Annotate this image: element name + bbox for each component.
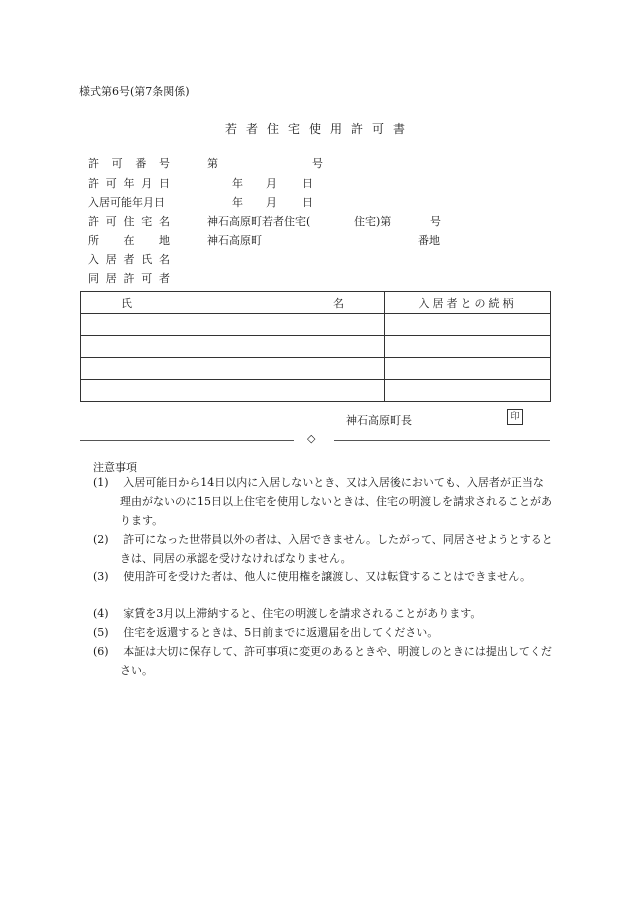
permit-date-day: 日	[302, 177, 313, 190]
permit-number-prefix: 第	[207, 157, 218, 170]
mayor-label: 神石高原町長	[346, 414, 412, 427]
relation-cell[interactable]	[385, 380, 551, 402]
divider-right	[334, 440, 550, 441]
seal-mark: 印	[507, 409, 523, 425]
name-cell[interactable]	[81, 358, 385, 380]
note-item	[93, 604, 553, 623]
housing-name-value-a: 神石高原町若者住宅(	[207, 215, 311, 228]
note-number: (4)	[93, 607, 109, 620]
note-number: (5)	[93, 626, 109, 639]
note-item	[93, 567, 553, 586]
cohabitant-table	[80, 291, 551, 402]
table-row	[81, 358, 551, 380]
divider-diamond-icon: ◇	[307, 432, 316, 445]
cohabitant-label: 同 居 許 可 者	[88, 272, 170, 285]
permit-number-suffix: 号	[312, 157, 323, 170]
relation-cell[interactable]	[385, 358, 551, 380]
table-row	[81, 336, 551, 358]
note-item	[93, 530, 553, 568]
housing-name-label: 許 可 住 宅 名	[88, 215, 170, 228]
note-number: (3)	[93, 570, 109, 583]
location-value: 神石高原町	[207, 234, 262, 247]
relation-column-header: 入居者との続柄	[385, 292, 551, 314]
permit-date-month: 月	[266, 177, 277, 190]
permit-number-label: 許 可 番 号	[88, 157, 170, 170]
resident-name-label: 入 居 者 氏 名	[88, 253, 170, 266]
housing-name-value-b: 住宅)第	[354, 215, 392, 228]
divider-left	[80, 440, 294, 441]
form-number: 様式第6号(第7条関係)	[79, 85, 190, 98]
note-text: 本証は大切に保存して、許可事項に変更のあるときや、明渡しのときには提出してください。	[120, 645, 552, 677]
notes-title: 注意事項	[93, 461, 137, 474]
location-label: 所 在 地	[88, 234, 170, 247]
note-text: 家賃を3月以上滞納すると、住宅の明渡しを請求されることがあります。	[123, 607, 482, 620]
note-number: (2)	[93, 533, 109, 546]
name-cell[interactable]	[81, 380, 385, 402]
move-in-date-year: 年	[232, 196, 243, 209]
note-number: (1)	[93, 476, 109, 489]
name-column-header: 氏 名	[81, 292, 385, 314]
move-in-date-month: 月	[266, 196, 277, 209]
note-text: 入居可能日から14日以内に入居しないとき、又は入居後においても、入居者が正当な理由がないのに15日以上住宅を使用しないときは、住宅の明渡しを請求されることがあります。	[120, 476, 552, 527]
note-text: 住宅を返還するときは、5日前までに返還届を出してください。	[123, 626, 439, 639]
move-in-date-day: 日	[302, 196, 313, 209]
note-item	[93, 473, 553, 530]
name-cell[interactable]	[81, 336, 385, 358]
permit-date-year: 年	[232, 177, 243, 190]
document-title: 若者住宅使用許可書	[224, 122, 414, 136]
note-item	[93, 642, 553, 680]
name-cell[interactable]	[81, 314, 385, 336]
note-text: 許可になった世帯員以外の者は、入居できません。したがって、同居させようとするときは、同居の承認を受けなければなりません。	[120, 533, 553, 565]
housing-name-value-c: 号	[430, 215, 441, 228]
note-number: (6)	[93, 645, 109, 658]
move-in-date-label: 入居可能年月日	[88, 196, 165, 209]
relation-cell[interactable]	[385, 336, 551, 358]
location-suffix: 番地	[418, 234, 440, 247]
note-item	[93, 623, 553, 642]
note-text: 使用許可を受けた者は、他人に使用権を譲渡し、又は転貸することはできません。	[123, 570, 531, 583]
permit-date-label: 許 可 年 月 日	[88, 177, 170, 190]
table-row	[81, 380, 551, 402]
table-header-row	[81, 292, 551, 314]
relation-cell[interactable]	[385, 314, 551, 336]
table-row	[81, 314, 551, 336]
